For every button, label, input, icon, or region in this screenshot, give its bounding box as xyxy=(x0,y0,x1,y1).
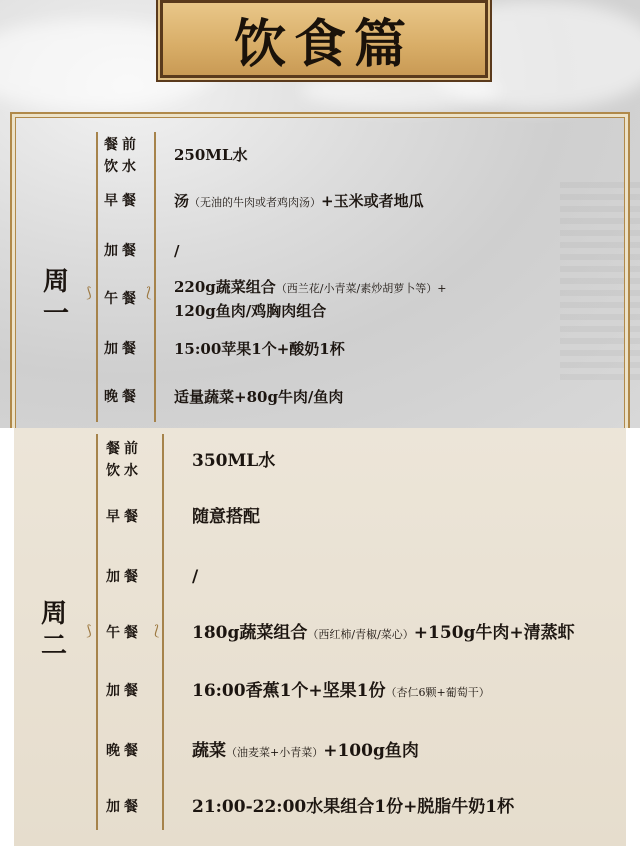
day1-label: 周一 xyxy=(42,267,69,329)
meal-label-snack-2: 加餐 xyxy=(104,341,140,357)
meal-content-snack-2: 16:00香蕉1个+坚果1份（杏仁6颗+葡萄干） xyxy=(192,681,490,701)
knot-ornament: ⟆ xyxy=(86,285,92,301)
meal-content-snack-2: 15:00苹果1个+酸奶1杯 xyxy=(174,340,345,358)
meal-content-lunch: 220g蔬菜组合（西兰花/小青菜/素炒胡萝卜等）+ xyxy=(174,278,447,296)
day1-frame xyxy=(10,112,630,428)
meal-content-breakfast: 汤（无油的牛肉或者鸡肉汤）+玉米或者地瓜 xyxy=(174,192,424,210)
day2-label: 周二 xyxy=(40,599,67,661)
meal-label-breakfast: 早餐 xyxy=(106,509,142,525)
meal-content-snack-3: 21:00-22:00水果组合1份+脱脂牛奶1杯 xyxy=(192,797,515,817)
knot-ornament: ⟅ xyxy=(154,623,160,639)
knot-ornament: ⟆ xyxy=(86,623,92,639)
meal-label-pre-drink: 餐前饮水 xyxy=(104,137,140,175)
meal-content-snack: / xyxy=(192,567,199,587)
knot-ornament: ⟅ xyxy=(146,285,152,301)
meal-label-pre-drink: 餐前饮水 xyxy=(106,441,142,479)
meal-content-snack: / xyxy=(174,242,180,260)
meal-label-snack-3: 加餐 xyxy=(106,799,142,815)
meal-label-snack: 加餐 xyxy=(104,243,140,259)
title-plaque xyxy=(160,0,488,78)
meal-label-lunch: 午餐 xyxy=(104,291,140,307)
meal-label-snack-2: 加餐 xyxy=(106,683,142,699)
meal-label-dinner: 晚餐 xyxy=(104,389,140,405)
meal-content-dinner: 蔬菜（油麦菜+小青菜）+100g鱼肉 xyxy=(192,741,419,761)
meal-label-snack: 加餐 xyxy=(106,569,142,585)
day2-panel xyxy=(14,428,626,846)
meal-content-pre-drink: 250ML水 xyxy=(174,146,248,164)
page-title: 饮食篇 xyxy=(233,13,414,75)
meal-label-breakfast: 早餐 xyxy=(104,193,140,209)
meal-content-lunch-line2: 120g鱼肉/鸡胸肉组合 xyxy=(174,302,327,320)
meal-content-pre-drink: 350ML水 xyxy=(192,451,276,471)
meal-label-lunch: 午餐 xyxy=(106,625,142,641)
meal-content-lunch: 180g蔬菜组合（西红柿/青椒/菜心）+150g牛肉+清蒸虾 xyxy=(192,623,575,643)
meal-label-dinner: 晚餐 xyxy=(106,743,142,759)
meal-content-dinner: 适量蔬菜+80g牛肉/鱼肉 xyxy=(174,388,344,406)
meal-content-breakfast: 随意搭配 xyxy=(192,507,260,527)
